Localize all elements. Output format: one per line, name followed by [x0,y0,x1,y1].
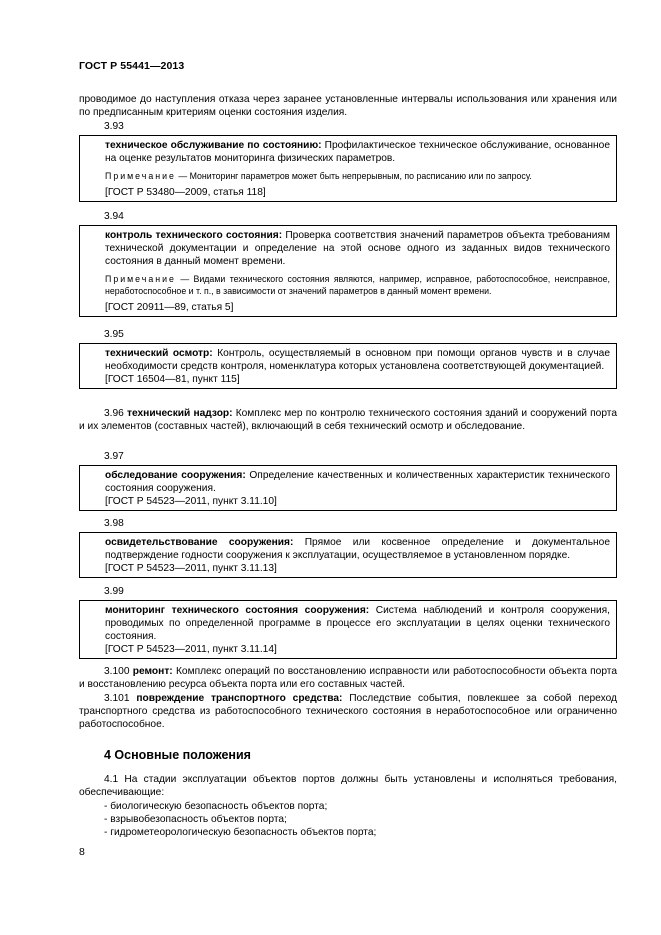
definition-box [79,343,617,389]
source-reference: [ГОСТ Р 54523—2011, пункт 3.11.14] [105,644,277,655]
paragraph-4-1: 4.1 На стадии эксплуатации объектов портов должны быть установлены и исполняться требования, обеспечивающие: [79,774,617,798]
entry-number: 3.95 [104,329,124,340]
source-reference: [ГОСТ 20911—89, статья 5] [105,302,234,313]
clause-number: 3.96 [104,408,124,419]
definition: Определение качественных и количественных характеристик технического состояния сооружения. [105,470,610,494]
definition-box [79,135,617,202]
note [105,273,610,297]
section-heading: 4 Основные положения [104,748,251,762]
term: освидетельствование сооружения: [105,537,294,548]
definition: Система наблюдений и контроля сооружения, проводимых по определенной программе в процессе его эксплуатации в целях оценки технического состояния. [105,605,611,642]
note-label: Примечание [105,274,176,284]
term: ремонт: [132,666,173,677]
list-item: - биологическую безопасность объектов порта; [104,801,328,812]
definition-text [105,347,610,373]
paragraph-3-100 [79,665,617,691]
term: повреждение транспортного средства: [136,693,343,704]
definition: Комплекс операций по восстановлению исправности или работоспособности объекта порта и восстановлению ресурса объекта порта или его составных частей. [79,666,617,690]
term: техническое обслуживание по состоянию: [105,140,322,151]
definition-box [79,532,617,578]
entry-number: 3.97 [104,451,124,462]
definition: Последствие события, повлекшее за собой переход транспортного средства из работоспособного технического состояния в неработоспособное или ограниченно работоспособное. [79,693,617,730]
definition-text [105,139,610,165]
clause-number: 3.101 [104,693,130,704]
definition: Комплекс мер по контролю технического состояния зданий и сооружений порта и их элементов (составных частей), включающий в себя технический осмотр и обследование. [79,408,617,432]
source-reference: [ГОСТ Р 54523—2011, пункт 3.11.10] [105,496,277,507]
intro-paragraph: проводимое до наступления отказа через заранее установленные интервалы использования или хранения или по предписанным критериям оценки состояния изделия. [79,94,617,118]
list-item: - взрывобезопасность объектов порта; [104,814,287,825]
paragraph-3-96 [79,407,617,433]
note-label: Примечание [105,171,176,181]
entry-number: 3.99 [104,586,124,597]
source-reference: [ГОСТ Р 53480—2009, статья 118] [105,187,266,198]
definition-text [105,604,610,643]
term: обследование сооружения: [105,470,246,481]
term: технический надзор: [126,408,233,419]
definition-text [105,229,610,268]
source-reference: [ГОСТ 16504—81, пункт 115] [105,374,240,385]
definition-box [79,225,617,317]
term: мониторинг технического состояния сооружения: [105,605,370,616]
term: технический осмотр: [105,348,213,359]
note [105,170,610,182]
entry-number: 3.94 [104,211,124,222]
definition-text [105,536,610,562]
definition-box [79,600,617,659]
definition: Прямое или косвенное определение и документальное подтверждение годности сооружения к эксплуатации, осуществляемое в установленном порядке. [105,537,610,561]
document-header: ГОСТ Р 55441—2013 [79,60,185,72]
definition: Проверка соответствия значений параметров объекта требованиям технической документации и определение на этой основе одного из заданных видов технического состояния в данный момент времени. [105,230,610,267]
note-text: — Видами технического состояния являются, например, исправное, работоспособное, неисправное, неработоспособное и т. п., в зависимости от значений параметров в данный момент времени. [105,274,610,296]
entry-number: 3.93 [104,121,124,132]
source-reference: [ГОСТ Р 54523—2011, пункт 3.11.13] [105,563,277,574]
clause-number: 3.100 [104,666,130,677]
page-number: 8 [79,846,85,858]
note-text: — Мониторинг параметров может быть непрерывным, по расписанию или по запросу. [175,171,532,181]
definition: Профилактическое техническое обслуживание, основанное на оценке результатов мониторинга физических параметров. [105,140,610,164]
definition-box [79,465,617,511]
definition: Контроль, осуществляемый в основном при помощи органов чувств и в случае необходимости средств контроля, номенклатура которых установлена соответствующей документацией. [105,348,610,372]
term: контроль технического состояния: [105,230,283,241]
definition-text [105,469,610,495]
requirements-list [79,800,617,839]
entry-number: 3.98 [104,518,124,529]
paragraph-3-101 [79,692,617,731]
list-item: - гидрометеорологическую безопасность объектов порта; [104,827,377,838]
